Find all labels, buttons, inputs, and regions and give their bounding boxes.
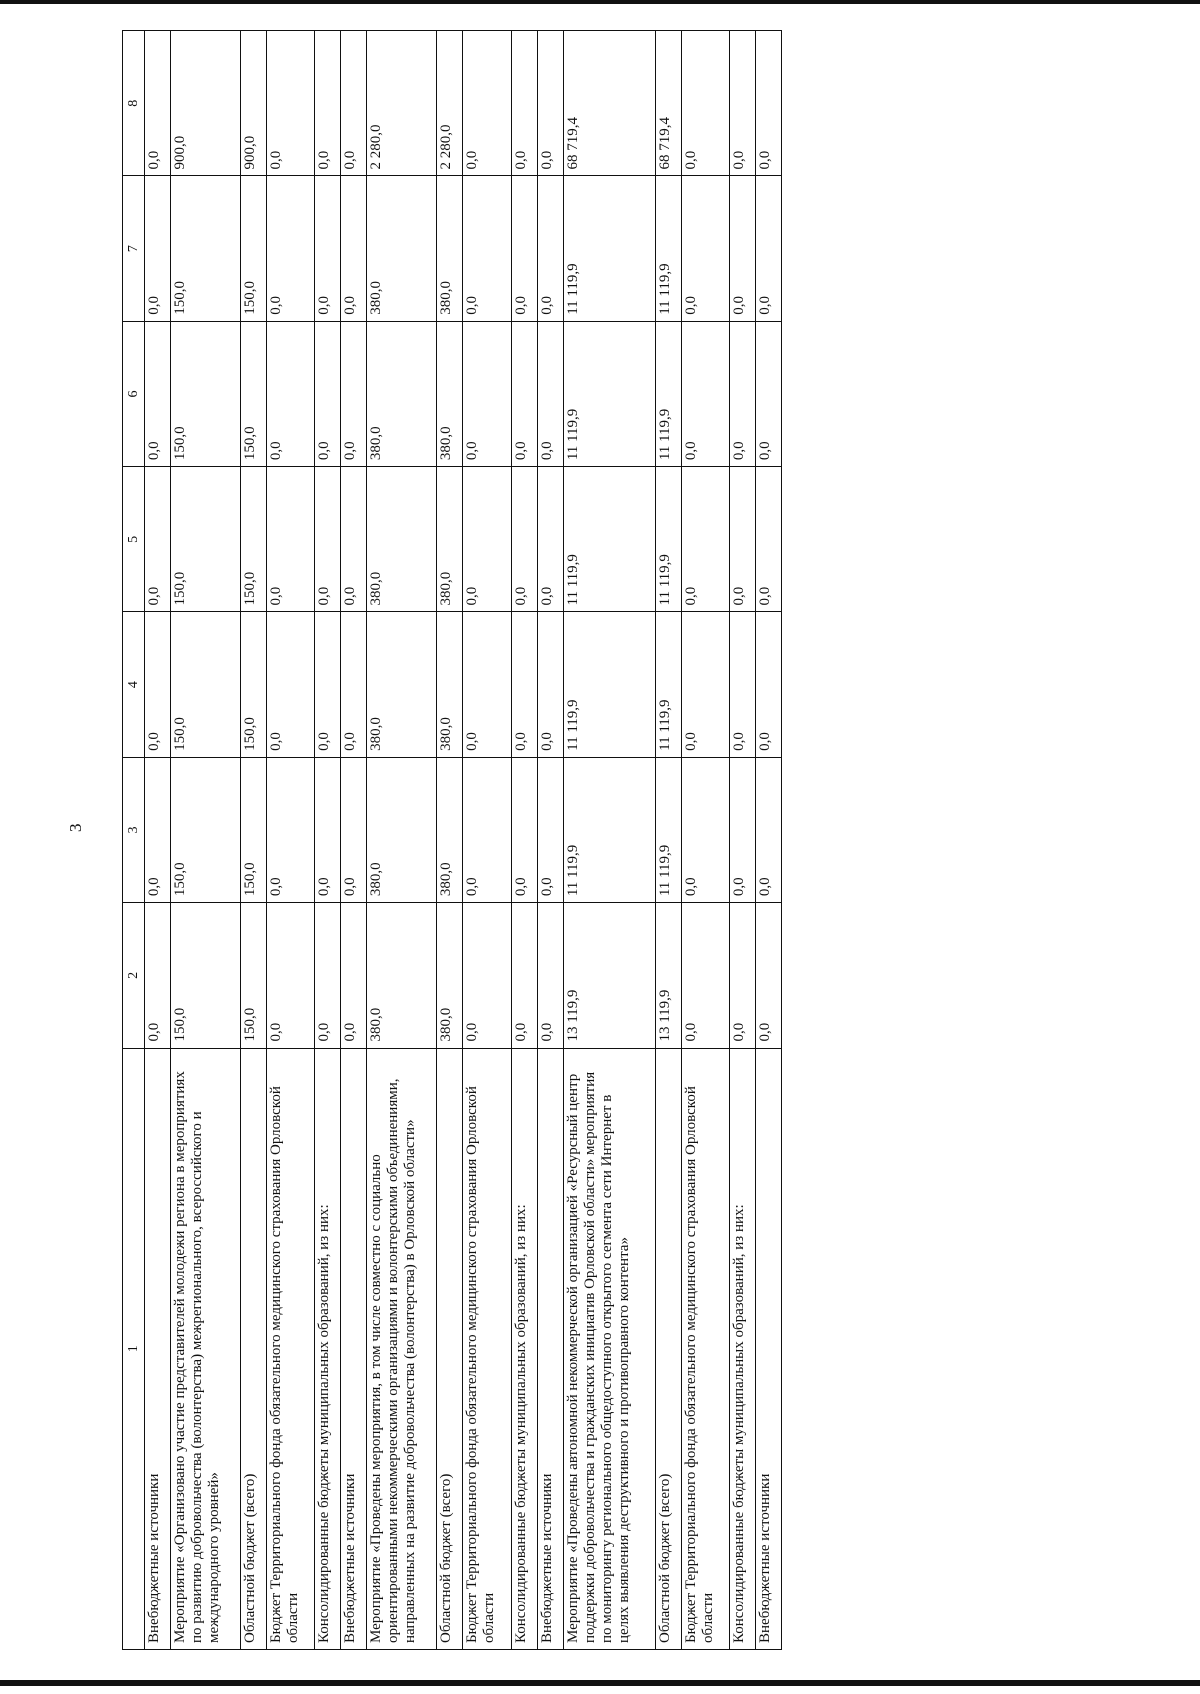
value-cell: 150,0 [171, 467, 241, 612]
value-cell: 0,0 [315, 757, 341, 902]
value-cell: 0,0 [463, 467, 511, 612]
value-cell: 0,0 [463, 757, 511, 902]
value-cell: 0,0 [341, 31, 367, 176]
value-cell: 0,0 [755, 612, 781, 757]
value-cell: 11 119,9 [655, 612, 681, 757]
value-cell: 0,0 [341, 903, 367, 1048]
value-cell: 2 280,0 [437, 31, 463, 176]
value-cell: 2 280,0 [367, 31, 437, 176]
row-label: Внебюджетные источники [755, 1048, 781, 1649]
value-cell: 68 719,4 [655, 31, 681, 176]
value-cell: 11 119,9 [655, 757, 681, 902]
table-row [681, 31, 729, 1650]
value-cell: 0,0 [315, 612, 341, 757]
value-cell: 0,0 [729, 903, 755, 1048]
header-cell: 8 [123, 31, 145, 176]
value-cell: 0,0 [463, 612, 511, 757]
row-label: Внебюджетные источники [341, 1048, 367, 1649]
value-cell: 0,0 [755, 31, 781, 176]
value-cell: 150,0 [171, 176, 241, 321]
value-cell: 0,0 [729, 176, 755, 321]
row-label: Мероприятие «Проведены мероприятия, в том числе совместно с социально ориентированными некоммерческими организациями и волонтерскими объединениями, направленных на развитие добровольчества (волонтерства) в Орловской области» [367, 1048, 437, 1649]
value-cell: 11 119,9 [563, 176, 655, 321]
value-cell: 0,0 [755, 321, 781, 466]
value-cell: 13 119,9 [655, 903, 681, 1048]
table-row [537, 31, 563, 1650]
table-row [171, 31, 241, 1650]
value-cell: 150,0 [241, 612, 267, 757]
value-cell: 150,0 [171, 903, 241, 1048]
value-cell: 0,0 [145, 176, 171, 321]
value-cell: 0,0 [681, 903, 729, 1048]
value-cell: 11 119,9 [563, 467, 655, 612]
value-cell: 380,0 [437, 903, 463, 1048]
value-cell: 0,0 [755, 757, 781, 902]
rotated-table-wrapper [122, 30, 782, 1650]
value-cell: 0,0 [145, 467, 171, 612]
row-label: Консолидированные бюджеты муниципальных образований, из них: [511, 1048, 537, 1649]
value-cell: 150,0 [241, 903, 267, 1048]
table-row [655, 31, 681, 1650]
value-cell: 0,0 [267, 903, 315, 1048]
row-label: Консолидированные бюджеты муниципальных образований, из них: [729, 1048, 755, 1649]
value-cell: 0,0 [463, 321, 511, 466]
value-cell: 0,0 [729, 612, 755, 757]
value-cell: 0,0 [537, 467, 563, 612]
value-cell: 0,0 [145, 31, 171, 176]
scan-border-bottom [0, 1680, 1200, 1686]
row-label: Внебюджетные источники [145, 1048, 171, 1649]
value-cell: 0,0 [681, 176, 729, 321]
value-cell: 150,0 [171, 321, 241, 466]
value-cell: 0,0 [341, 757, 367, 902]
row-label: Областной бюджет (всего) [655, 1048, 681, 1649]
header-cell: 4 [123, 612, 145, 757]
value-cell: 0,0 [315, 467, 341, 612]
table-row [241, 31, 267, 1650]
value-cell: 0,0 [537, 612, 563, 757]
table-row [367, 31, 437, 1650]
budget-table [122, 30, 782, 1650]
value-cell: 0,0 [145, 757, 171, 902]
value-cell: 0,0 [267, 176, 315, 321]
header-cell: 3 [123, 757, 145, 902]
value-cell: 0,0 [463, 176, 511, 321]
table-row [437, 31, 463, 1650]
row-label: Консолидированные бюджеты муниципальных образований, из них: [315, 1048, 341, 1649]
header-cell: 6 [123, 321, 145, 466]
value-cell: 0,0 [511, 757, 537, 902]
value-cell: 11 119,9 [655, 467, 681, 612]
value-cell: 11 119,9 [563, 757, 655, 902]
scan-border-top [0, 0, 1200, 4]
value-cell: 380,0 [367, 321, 437, 466]
value-cell: 0,0 [511, 612, 537, 757]
table-row [511, 31, 537, 1650]
value-cell: 0,0 [341, 176, 367, 321]
value-cell: 0,0 [315, 176, 341, 321]
row-label: Областной бюджет (всего) [241, 1048, 267, 1649]
value-cell: 380,0 [367, 757, 437, 902]
table-row [463, 31, 511, 1650]
table-row [729, 31, 755, 1650]
value-cell: 0,0 [267, 612, 315, 757]
value-cell: 0,0 [511, 467, 537, 612]
value-cell: 0,0 [537, 321, 563, 466]
value-cell: 0,0 [315, 321, 341, 466]
value-cell: 0,0 [341, 467, 367, 612]
header-row [123, 31, 145, 1650]
value-cell: 0,0 [681, 757, 729, 902]
value-cell: 0,0 [755, 176, 781, 321]
value-cell: 0,0 [537, 31, 563, 176]
table-row [315, 31, 341, 1650]
header-cell: 5 [123, 467, 145, 612]
value-cell: 0,0 [537, 176, 563, 321]
value-cell: 150,0 [171, 612, 241, 757]
row-label: Областной бюджет (всего) [437, 1048, 463, 1649]
value-cell: 0,0 [511, 321, 537, 466]
value-cell: 0,0 [463, 31, 511, 176]
row-label: Бюджет Территориального фонда обязательного медицинского страхования Орловской области [463, 1048, 511, 1649]
value-cell: 11 119,9 [655, 321, 681, 466]
value-cell: 0,0 [267, 757, 315, 902]
value-cell: 380,0 [437, 467, 463, 612]
value-cell: 0,0 [267, 31, 315, 176]
value-cell: 380,0 [437, 612, 463, 757]
value-cell: 150,0 [241, 467, 267, 612]
value-cell: 0,0 [729, 31, 755, 176]
value-cell: 0,0 [145, 612, 171, 757]
value-cell: 0,0 [145, 903, 171, 1048]
table-row [563, 31, 655, 1650]
value-cell: 0,0 [511, 176, 537, 321]
row-label: Внебюджетные источники [537, 1048, 563, 1649]
value-cell: 0,0 [729, 467, 755, 612]
value-cell: 900,0 [171, 31, 241, 176]
value-cell: 150,0 [171, 757, 241, 902]
value-cell: 900,0 [241, 31, 267, 176]
header-cell: 7 [123, 176, 145, 321]
value-cell: 0,0 [681, 467, 729, 612]
value-cell: 380,0 [367, 903, 437, 1048]
value-cell: 380,0 [367, 467, 437, 612]
value-cell: 380,0 [367, 612, 437, 757]
value-cell: 150,0 [241, 176, 267, 321]
value-cell: 0,0 [755, 467, 781, 612]
value-cell: 380,0 [437, 321, 463, 466]
value-cell: 0,0 [511, 903, 537, 1048]
value-cell: 0,0 [341, 612, 367, 757]
value-cell: 0,0 [463, 903, 511, 1048]
row-label: Мероприятие «Проведены автономной некоммерческой организацией «Ресурсный центр поддержки добровольчества и гражданских инициатив Орловской области» мероприятия по мониторингу регионального общедоступного открытого сегмента сети Интернет в целях выявления деструктивного и противоправного контента» [563, 1048, 655, 1649]
value-cell: 0,0 [267, 321, 315, 466]
value-cell: 0,0 [755, 903, 781, 1048]
table-body [145, 31, 782, 1650]
row-label: Бюджет Территориального фонда обязательного медицинского страхования Орловской области [681, 1048, 729, 1649]
value-cell: 0,0 [267, 467, 315, 612]
value-cell: 0,0 [145, 321, 171, 466]
value-cell: 11 119,9 [563, 612, 655, 757]
row-label: Мероприятие «Организовано участие представителей молодежи региона в мероприятиях по развитию добровольчества (волонтерства) межрегионального, всероссийского и международного уровней» [171, 1048, 241, 1649]
value-cell: 150,0 [241, 321, 267, 466]
value-cell: 380,0 [437, 176, 463, 321]
header-cell: 2 [123, 903, 145, 1048]
value-cell: 150,0 [241, 757, 267, 902]
row-label: Бюджет Территориального фонда обязательного медицинского страхования Орловской области [267, 1048, 315, 1649]
header-cell: 1 [123, 1048, 145, 1649]
value-cell: 0,0 [729, 757, 755, 902]
table-row [341, 31, 367, 1650]
table-row [145, 31, 171, 1650]
value-cell: 0,0 [729, 321, 755, 466]
value-cell: 0,0 [341, 321, 367, 466]
value-cell: 68 719,4 [563, 31, 655, 176]
value-cell: 13 119,9 [563, 903, 655, 1048]
value-cell: 0,0 [315, 903, 341, 1048]
value-cell: 380,0 [437, 757, 463, 902]
table-row [267, 31, 315, 1650]
value-cell: 11 119,9 [563, 321, 655, 466]
value-cell: 380,0 [367, 176, 437, 321]
value-cell: 0,0 [537, 903, 563, 1048]
value-cell: 0,0 [681, 321, 729, 466]
value-cell: 0,0 [511, 31, 537, 176]
table-row [755, 31, 781, 1650]
page-number: 3 [66, 823, 85, 832]
value-cell: 0,0 [681, 31, 729, 176]
value-cell: 0,0 [537, 757, 563, 902]
value-cell: 11 119,9 [655, 176, 681, 321]
value-cell: 0,0 [681, 612, 729, 757]
value-cell: 0,0 [315, 31, 341, 176]
